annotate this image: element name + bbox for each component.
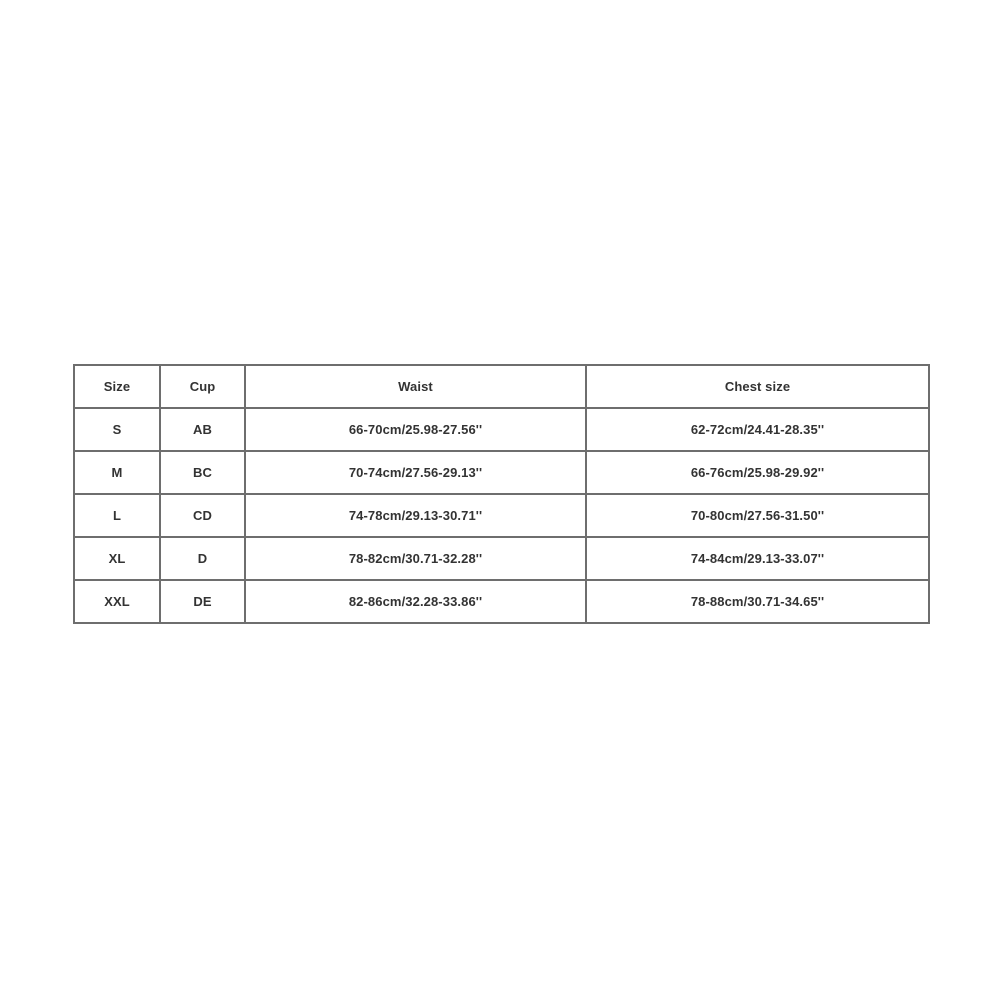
header-chest-size: Chest size (586, 365, 929, 408)
cell-chest-size: 62-72cm/24.41-28.35'' (586, 408, 929, 451)
table-header-row (74, 365, 929, 408)
table-row (74, 408, 929, 451)
cell-chest-size: 66-76cm/25.98-29.92'' (586, 451, 929, 494)
header-waist: Waist (245, 365, 586, 408)
cell-waist: 78-82cm/30.71-32.28'' (245, 537, 586, 580)
cell-cup: D (160, 537, 245, 580)
cell-cup: CD (160, 494, 245, 537)
cell-cup: AB (160, 408, 245, 451)
table-row (74, 451, 929, 494)
cell-cup: DE (160, 580, 245, 623)
cell-size: S (74, 408, 160, 451)
table-row (74, 494, 929, 537)
cell-size: L (74, 494, 160, 537)
cell-size: M (74, 451, 160, 494)
header-cup: Cup (160, 365, 245, 408)
size-chart-table (73, 364, 930, 624)
cell-waist: 82-86cm/32.28-33.86'' (245, 580, 586, 623)
cell-size: XXL (74, 580, 160, 623)
cell-chest-size: 70-80cm/27.56-31.50'' (586, 494, 929, 537)
table-row (74, 537, 929, 580)
cell-chest-size: 78-88cm/30.71-34.65'' (586, 580, 929, 623)
table-row (74, 580, 929, 623)
cell-waist: 74-78cm/29.13-30.71'' (245, 494, 586, 537)
header-size: Size (74, 365, 160, 408)
cell-size: XL (74, 537, 160, 580)
cell-chest-size: 74-84cm/29.13-33.07'' (586, 537, 929, 580)
cell-cup: BC (160, 451, 245, 494)
cell-waist: 70-74cm/27.56-29.13'' (245, 451, 586, 494)
cell-waist: 66-70cm/25.98-27.56'' (245, 408, 586, 451)
